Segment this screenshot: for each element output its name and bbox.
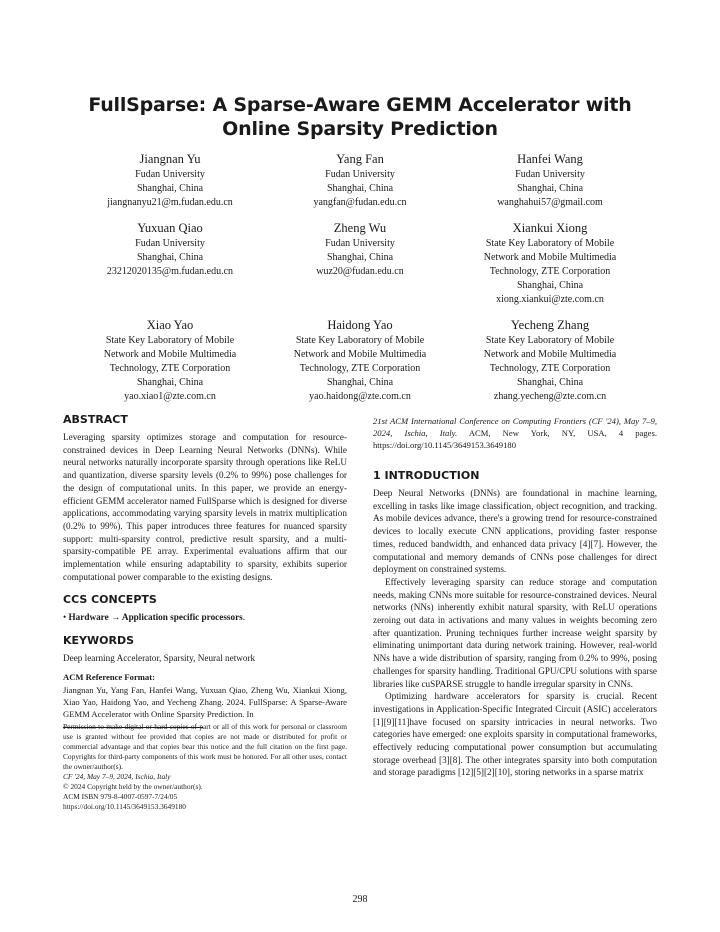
author-name: Zheng Wu	[333, 221, 387, 235]
author-email: yao.haidong@zte.com.cn	[309, 391, 411, 402]
author-affiliation-line3: Technology, ZTE Corporation	[489, 363, 611, 374]
permission-doi: https://doi.org/10.1145/3649153.3649180	[63, 801, 186, 811]
author-name: Haidong Yao	[327, 318, 393, 332]
author-affiliation-line2: Network and Mobile Multimedia	[293, 349, 427, 360]
permission-text: Permission to make digital or hard copies of part or all of this work for personal or classroom use is granted without fee provided that copies are not made or distributed for profit or commercial advantage and that copies bear this notice and the full citation on the first page. Copyrights for third-party components of this work must be honored. For all other uses, contact the owner/author(s).	[63, 721, 347, 771]
introduction-paragraph-2: Effectively leveraging sparsity can reduce storage and computation needs, making CNNs more suitable for resource-constrained devices. Neural networks (NNs) inherently exhibit natural sparsity, with ReLU operations zeroing out data in activations and many values in weights becoming zero after quantization. Pruning techniques further increase weight sparsity by eliminating unimportant data during network training. However, real-world NNs have a wide distribution of sparsity, ranging from 0.2% to 99%, posing challenges for sparsity handling. Traditional GPU/CPU solutions with sparse libraries like cuSPARSE struggle to handle irregular sparsity in CNNs.	[373, 576, 657, 689]
author-name: Yecheng Zhang	[510, 318, 590, 332]
keywords-text: Deep learning Accelerator, Sparsity, Neural network	[63, 653, 256, 664]
author-location: Shanghai, China	[326, 377, 394, 388]
reference-format-label: ACM Reference Format:	[63, 671, 155, 682]
permission-isbn: ACM ISBN 979-8-4007-0597-7/24/05	[63, 791, 178, 801]
author-name: Xiao Yao	[146, 318, 194, 332]
abstract-text: Leveraging sparsity optimizes storage and computation for resource-constrained devices in Deep Learning Neural Networks (DNNs). While neural networks naturally incorporate sparsity through operations like ReLU and quantization, diverse sparsity levels (0.2% to 99%) pose challenges for the design of computational units. In this paper, we provide an energy-efficient GEMM accelerator named FullSparse which is designed for diverse applications, accommodating varying sparsity levels in matrix multiplication (0.2% to 99%). This paper introduces three features for nuanced sparsity support: multi-sparsity control, predictive result sparsity, and a multi-sparsity-compatible PE array. Experimental evaluations affirm that our implementation while ensuring adaptability to sparsity, exhibits superior computational power comparable to the existing designs.	[63, 432, 347, 582]
author-email: wuz20@fudan.edu.cn	[316, 266, 404, 277]
author-block	[75, 317, 265, 404]
author-location: Shanghai, China	[516, 377, 584, 388]
author-email: xiong.xiankui@zte.com.cn	[496, 294, 604, 305]
ccs-heading: CCS CONCEPTS	[63, 593, 157, 607]
author-name: Yuxuan Qiao	[137, 221, 203, 235]
ccs-bullet: •	[63, 612, 69, 623]
author-block	[265, 151, 455, 210]
author-affiliation: State Key Laboratory of Mobile	[485, 238, 615, 249]
author-name: Xiankui Xiong	[512, 221, 588, 235]
author-location: Shanghai, China	[326, 183, 394, 194]
keywords-heading: KEYWORDS	[63, 634, 135, 648]
abstract-heading: ABSTRACT	[63, 413, 128, 426]
ccs-item: Hardware → Application specific processors	[68, 612, 243, 623]
reference-rest: ACM, New York, NY, USA, 4 pages. https://doi.org/10.1145/3649153.3649180	[373, 428, 657, 450]
author-block	[265, 220, 455, 279]
reference-venue: 21st ACM International Conference on Computing Frontiers (CF '24), May 7–9, 2024, Ischia, Italy.	[373, 416, 657, 438]
author-block	[75, 151, 265, 210]
author-affiliation: Fudan University	[325, 238, 395, 249]
paper-title: FullSparse: A Sparse-Aware GEMM Accelerator with Online Sparsity Prediction	[88, 94, 632, 140]
author-email: jiangnanyu21@m.fudan.edu.cn	[107, 197, 233, 208]
author-affiliation: Fudan University	[135, 238, 205, 249]
author-location: Shanghai, China	[136, 252, 204, 263]
reference-format-continued	[373, 415, 657, 451]
author-affiliation: Fudan University	[515, 169, 585, 180]
author-name: Yang Fan	[336, 152, 384, 166]
author-name: Hanfei Wang	[517, 152, 583, 166]
author-email: 23212020135@m.fudan.edu.cn	[106, 266, 234, 277]
author-affiliation-line2: Network and Mobile Multimedia	[483, 349, 617, 360]
author-email: wanghahui57@gmail.com	[497, 197, 603, 208]
author-block	[455, 151, 645, 210]
author-affiliation-line2: Network and Mobile Multimedia	[103, 349, 237, 360]
author-affiliation: State Key Laboratory of Mobile	[485, 335, 615, 346]
author-location: Shanghai, China	[136, 377, 204, 388]
author-affiliation-line3: Technology, ZTE Corporation	[109, 363, 231, 374]
author-email: yao.xiao1@zte.com.cn	[124, 391, 216, 402]
introduction-heading: 1 INTRODUCTION	[373, 469, 480, 482]
author-email: zhang.yecheng@zte.com.cn	[493, 391, 607, 402]
author-affiliation-line3: Technology, ZTE Corporation	[489, 266, 611, 277]
author-affiliation: Fudan University	[325, 169, 395, 180]
introduction-paragraph-1: Deep Neural Networks (DNNs) are foundational in machine learning, excelling in tasks like image classification, object recognition, and tracking. As mobile devices advance, there's a growing trend for resource-constrained devices to locally execute CNN applications, providing faster response times, reduced bandwidth, and enhanced data privacy [4][7]. However, the computational and memory demands of CNNs pose challenges for direct deployment on constrained systems.	[373, 488, 657, 575]
author-affiliation-line2: Network and Mobile Multimedia	[483, 252, 617, 263]
author-block	[455, 220, 645, 307]
author-affiliation-line3: Technology, ZTE Corporation	[299, 363, 421, 374]
author-block	[455, 317, 645, 404]
reference-citation: Jiangnan Yu, Yang Fan, Hanfei Wang, Yuxuan Qiao, Zheng Wu, Xiankui Xiong, Xiao Yao, Haidong Yao, and Yecheng Zhang. 2024. FullSparse: A Sparse-Aware GEMM Accelerator with Online Sparsity Prediction. In	[63, 684, 347, 719]
ccs-concepts	[63, 611, 347, 624]
reference-format-text	[63, 684, 347, 720]
page-number: 298	[352, 894, 368, 905]
author-name: Jiangnan Yu	[139, 152, 201, 166]
ccs-period: .	[242, 612, 246, 623]
author-affiliation: State Key Laboratory of Mobile	[295, 335, 425, 346]
author-email: yangfan@fudan.edu.cn	[313, 197, 407, 208]
author-affiliation: State Key Laboratory of Mobile	[105, 335, 235, 346]
author-location: Shanghai, China	[516, 280, 584, 291]
right-column	[373, 415, 657, 779]
author-affiliation: Fudan University	[135, 169, 205, 180]
author-block	[265, 317, 455, 404]
permission-copyright: © 2024 Copyright held by the owner/author(s).	[63, 781, 203, 791]
left-column	[63, 413, 347, 812]
author-location: Shanghai, China	[516, 183, 584, 194]
introduction-paragraph-3: Optimizing hardware accelerators for sparsity is crucial. Recent investigations in Application-Specific Integrated Circuit (ASIC) accelerators [1][9][11]have focused on sparsity intricacies in neural networks. Two categories have emerged: one exploits sparsity in computational frameworks, effectively reducing computational power consumption but accumulating storage overhead [3][8]. The other integrates sparsity into both computation and storage paradigms [12][5][2][10], storing networks in a sparse matrix	[373, 691, 657, 778]
author-block	[75, 220, 265, 279]
author-location: Shanghai, China	[136, 183, 204, 194]
permission-venue: CF '24, May 7–9, 2024, Ischia, Italy	[63, 771, 171, 781]
author-location: Shanghai, China	[326, 252, 394, 263]
